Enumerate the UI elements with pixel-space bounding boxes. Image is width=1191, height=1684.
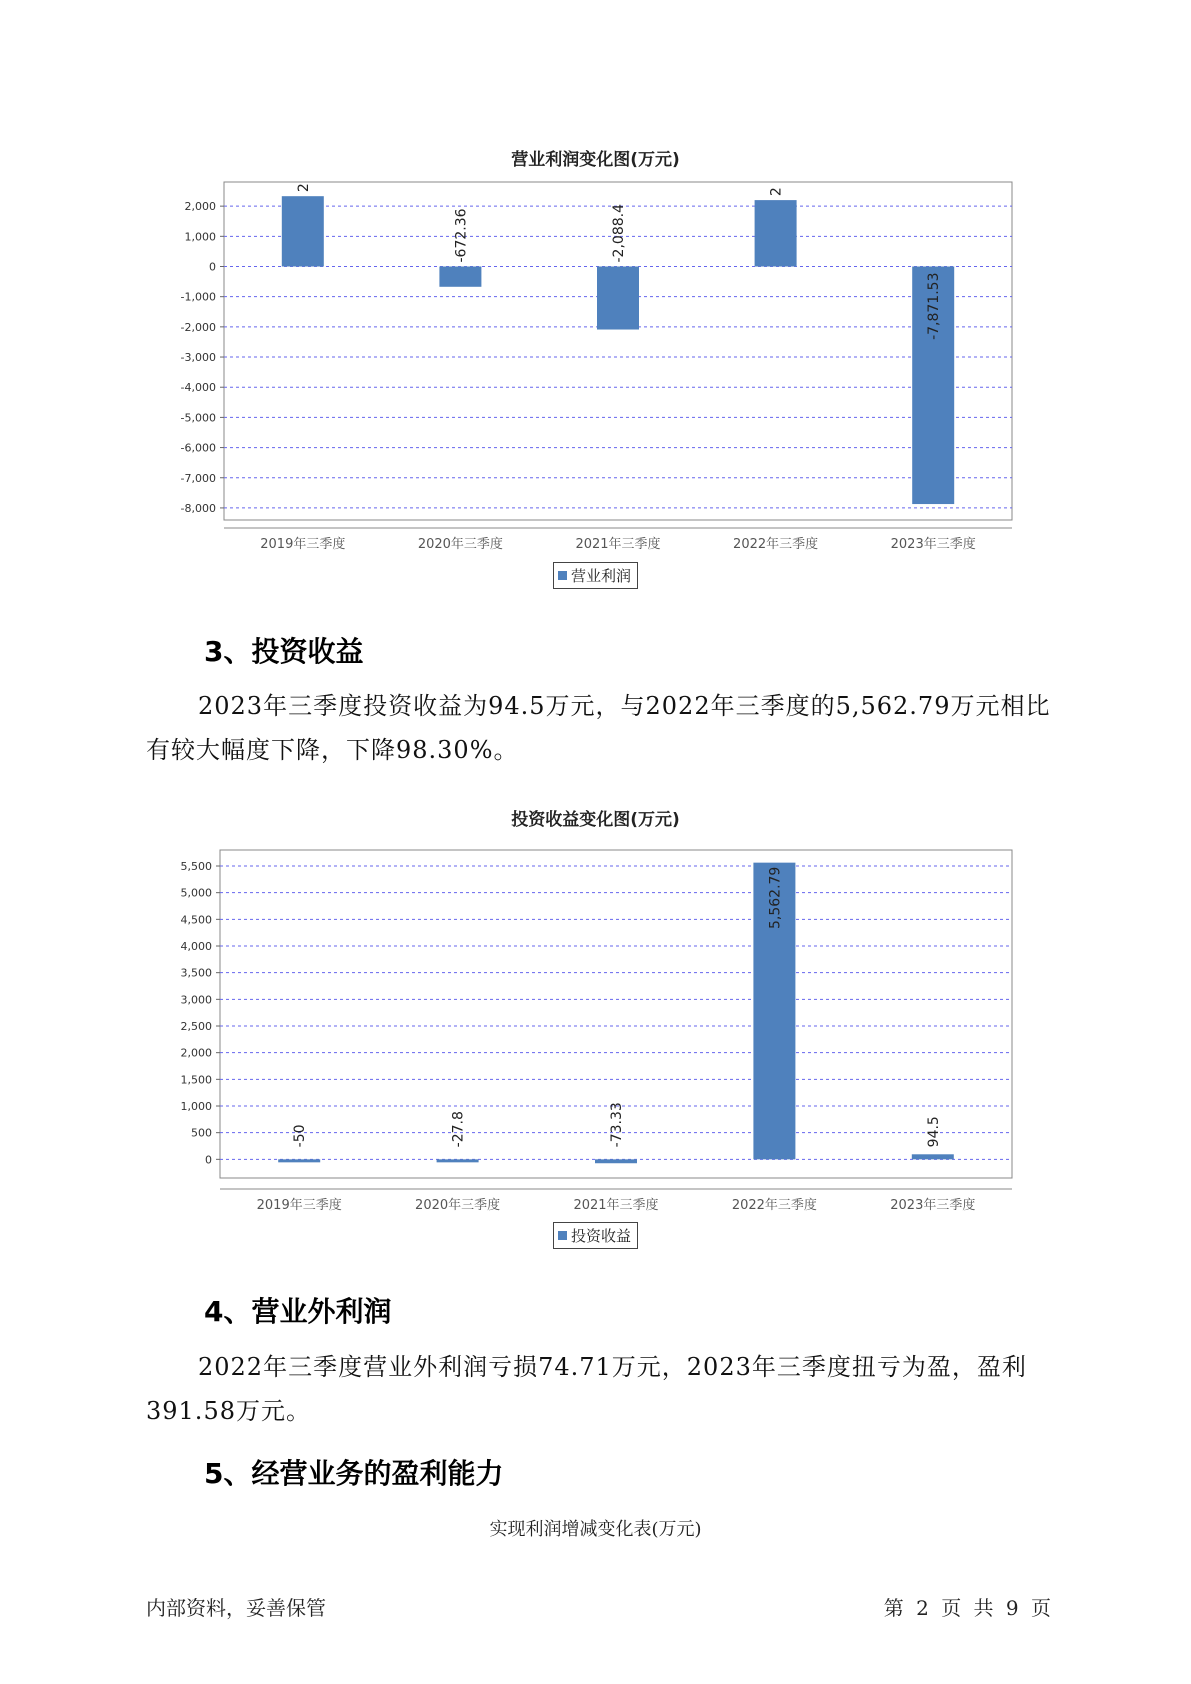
section3-heading: 3、投资收益 xyxy=(204,635,364,668)
data-label: -672.36 xyxy=(453,208,470,263)
bar xyxy=(439,267,481,287)
y-tick-label: -2,000 xyxy=(180,320,216,334)
bar xyxy=(595,1159,637,1163)
y-tick-label: 0 xyxy=(205,1153,212,1167)
y-tick-label: -4,000 xyxy=(180,381,216,395)
data-label: 5,562.79 xyxy=(767,866,784,929)
chart2-legend xyxy=(553,1222,638,1249)
section4-paragraph: 2022年三季度营业外利润亏损74.71万元，2023年三季度扭亏为盈，盈利391.58万元。 xyxy=(146,1353,1027,1425)
y-tick-label: 5,000 xyxy=(180,886,212,900)
footer-page-number: 第 2 页 共 9 页 xyxy=(883,1596,1051,1620)
data-label: 2 xyxy=(295,183,312,193)
legend-swatch-icon xyxy=(558,1231,567,1240)
chart1-legend-label: 营业利润 xyxy=(571,567,632,585)
y-tick-label: -3,000 xyxy=(180,351,216,365)
y-tick-label: 1,000 xyxy=(180,1100,212,1113)
y-tick-label: 2,000 xyxy=(184,200,216,214)
data-label: -27.8 xyxy=(450,1111,467,1148)
y-tick-label: 500 xyxy=(191,1126,212,1140)
table-caption: 实现利润增减变化表(万元) xyxy=(489,1519,702,1540)
bar xyxy=(437,1159,479,1162)
x-tick-label: 2019年三季度 xyxy=(260,537,346,552)
y-tick-label: 4,000 xyxy=(180,940,212,953)
y-tick-label: 0 xyxy=(209,260,216,274)
bar xyxy=(912,1154,954,1159)
bar xyxy=(755,200,797,266)
legend-swatch-icon xyxy=(558,571,567,580)
chart1-title: 营业利润变化图(万元) xyxy=(511,150,680,170)
data-label: -73.33 xyxy=(609,1102,625,1148)
section3-paragraph: 2023年三季度投资收益为94.5万元，与2022年三季度的5,562.79万元相比有较大幅度下降，下降98.30%。 xyxy=(146,692,1051,764)
bar xyxy=(278,1159,320,1162)
x-tick-label: 2019年三季度 xyxy=(256,1198,342,1213)
data-label: -50 xyxy=(292,1124,309,1148)
data-label: -7,871.53 xyxy=(926,272,943,340)
y-tick-label: -1,000 xyxy=(180,290,216,304)
operating-profit-chart xyxy=(0,170,1191,590)
x-tick-label: 2023年三季度 xyxy=(890,1198,976,1213)
data-label: -2,088.4 xyxy=(611,204,627,263)
y-tick-label: 1,000 xyxy=(184,230,216,244)
x-tick-label: 2020年三季度 xyxy=(417,537,503,552)
x-tick-label: 2021年三季度 xyxy=(575,537,661,552)
y-tick-label: 2,500 xyxy=(180,1020,212,1033)
x-tick-label: 2023年三季度 xyxy=(890,537,976,552)
chart2-legend-label: 投资收益 xyxy=(571,1227,632,1245)
y-tick-label: -8,000 xyxy=(180,501,216,515)
y-tick-label: 3,000 xyxy=(180,993,212,1007)
y-tick-label: -6,000 xyxy=(180,441,216,455)
y-tick-label: 4,500 xyxy=(180,913,212,927)
section4-heading: 4、营业外利润 xyxy=(204,1295,392,1328)
data-label: 94.5 xyxy=(925,1116,942,1148)
chart2-title: 投资收益变化图(万元) xyxy=(511,810,680,830)
section5-heading: 5、经营业务的盈利能力 xyxy=(204,1457,504,1490)
x-tick-label: 2022年三季度 xyxy=(731,1198,817,1213)
investment-income-chart xyxy=(0,835,1191,1235)
y-tick-label: -5,000 xyxy=(180,411,216,425)
chart1-legend xyxy=(553,562,638,589)
y-tick-label: 1,500 xyxy=(180,1073,212,1087)
y-tick-label: 3,500 xyxy=(180,966,212,980)
x-tick-label: 2021年三季度 xyxy=(573,1198,659,1213)
bar xyxy=(282,196,324,266)
footer-confidential: 内部资料，妥善保管 xyxy=(146,1596,326,1620)
x-tick-label: 2020年三季度 xyxy=(415,1198,501,1213)
y-tick-label: 2,000 xyxy=(180,1046,212,1060)
y-tick-label: 5,500 xyxy=(180,860,212,873)
x-tick-label: 2022年三季度 xyxy=(733,537,819,552)
data-label: 2 xyxy=(768,187,785,197)
y-tick-label: -7,000 xyxy=(180,471,216,485)
bar xyxy=(597,267,639,330)
